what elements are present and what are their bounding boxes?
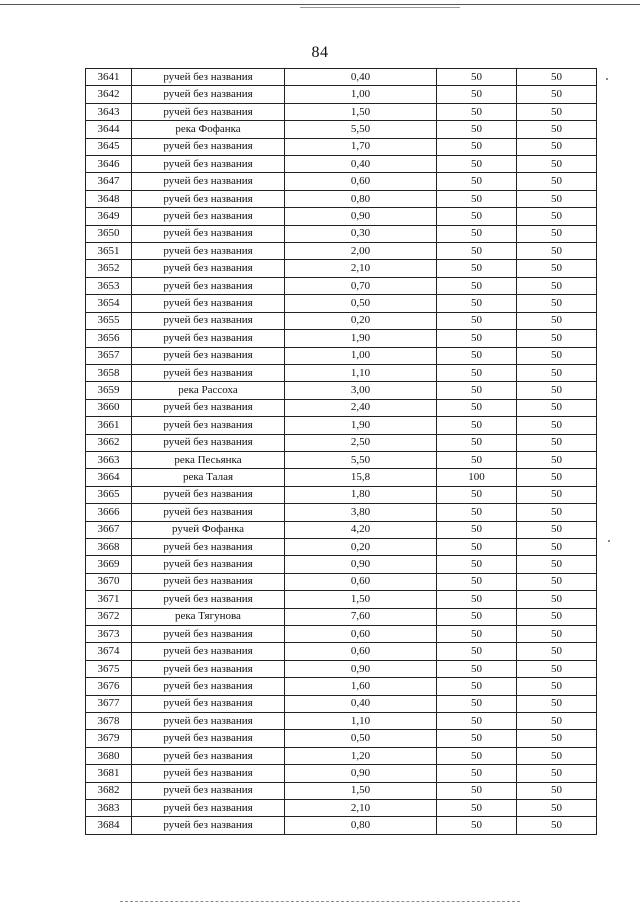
cell-number: 3656	[86, 330, 132, 347]
cell-number: 3677	[86, 695, 132, 712]
cell-number: 3664	[86, 469, 132, 486]
cell-waterbody-name: ручей без названия	[132, 538, 285, 555]
cell-length: 1,10	[285, 713, 437, 730]
cell-width-a: 50	[437, 225, 517, 242]
table-row	[86, 782, 597, 799]
cell-waterbody-name: ручей без названия	[132, 86, 285, 103]
table-row	[86, 382, 597, 399]
table-row	[86, 678, 597, 695]
scan-speck	[606, 78, 608, 80]
cell-length: 0,80	[285, 190, 437, 207]
cell-number: 3681	[86, 765, 132, 782]
cell-number: 3652	[86, 260, 132, 277]
cell-width-b: 50	[517, 504, 597, 521]
cell-width-b: 50	[517, 556, 597, 573]
cell-width-b: 50	[517, 678, 597, 695]
cell-number: 3642	[86, 86, 132, 103]
cell-width-a: 50	[437, 504, 517, 521]
cell-number: 3660	[86, 399, 132, 416]
cell-length: 1,20	[285, 747, 437, 764]
cell-waterbody-name: ручей без названия	[132, 730, 285, 747]
table-row	[86, 347, 597, 364]
cell-width-a: 50	[437, 103, 517, 120]
page-number: 84	[311, 44, 329, 61]
cell-length: 0,30	[285, 225, 437, 242]
cell-length: 1,50	[285, 591, 437, 608]
cell-width-a: 50	[437, 608, 517, 625]
cell-width-a: 50	[437, 417, 517, 434]
cell-waterbody-name: ручей без названия	[132, 486, 285, 503]
table-row	[86, 695, 597, 712]
scan-speck	[608, 540, 610, 542]
cell-waterbody-name: ручей без названия	[132, 643, 285, 660]
cell-number: 3678	[86, 713, 132, 730]
cell-width-b: 50	[517, 156, 597, 173]
cell-number: 3667	[86, 521, 132, 538]
cell-waterbody-name: ручей без названия	[132, 782, 285, 799]
cell-width-b: 50	[517, 208, 597, 225]
cell-waterbody-name: ручей без названия	[132, 190, 285, 207]
cell-width-b: 50	[517, 695, 597, 712]
cell-width-b: 50	[517, 573, 597, 590]
cell-width-b: 50	[517, 347, 597, 364]
table-row	[86, 399, 597, 416]
cell-width-b: 50	[517, 69, 597, 86]
cell-waterbody-name: ручей без названия	[132, 765, 285, 782]
table-row	[86, 451, 597, 468]
scan-top-edge	[0, 4, 640, 5]
cell-waterbody-name: ручей без названия	[132, 417, 285, 434]
cell-waterbody-name: ручей без названия	[132, 399, 285, 416]
cell-length: 0,50	[285, 295, 437, 312]
cell-waterbody-name: ручей без названия	[132, 243, 285, 260]
cell-waterbody-name: ручей без названия	[132, 156, 285, 173]
cell-length: 0,20	[285, 538, 437, 555]
cell-number: 3646	[86, 156, 132, 173]
cell-width-b: 50	[517, 399, 597, 416]
cell-width-a: 50	[437, 730, 517, 747]
cell-waterbody-name: ручей без названия	[132, 800, 285, 817]
cell-width-a: 50	[437, 782, 517, 799]
cell-width-b: 50	[517, 660, 597, 677]
table-row	[86, 312, 597, 329]
cell-waterbody-name: ручей без названия	[132, 225, 285, 242]
cell-width-b: 50	[517, 190, 597, 207]
cell-width-a: 50	[437, 277, 517, 294]
table-row	[86, 747, 597, 764]
cell-length: 1,00	[285, 86, 437, 103]
cell-width-a: 50	[437, 747, 517, 764]
cell-length: 1,50	[285, 782, 437, 799]
cell-width-a: 50	[437, 121, 517, 138]
table-row	[86, 434, 597, 451]
table-row	[86, 469, 597, 486]
cell-width-a: 50	[437, 156, 517, 173]
cell-length: 3,00	[285, 382, 437, 399]
cell-width-a: 100	[437, 469, 517, 486]
cell-length: 0,90	[285, 660, 437, 677]
cell-width-a: 50	[437, 243, 517, 260]
cell-number: 3655	[86, 312, 132, 329]
cell-number: 3647	[86, 173, 132, 190]
cell-width-b: 50	[517, 417, 597, 434]
cell-width-b: 50	[517, 86, 597, 103]
cell-waterbody-name: река Фофанка	[132, 121, 285, 138]
cell-number: 3657	[86, 347, 132, 364]
cell-waterbody-name: ручей без названия	[132, 138, 285, 155]
cell-number: 3666	[86, 504, 132, 521]
table-row	[86, 69, 597, 86]
cell-length: 7,60	[285, 608, 437, 625]
cell-waterbody-name: ручей без названия	[132, 330, 285, 347]
table-row	[86, 330, 597, 347]
cell-width-a: 50	[437, 573, 517, 590]
cell-width-a: 50	[437, 643, 517, 660]
cell-width-a: 50	[437, 208, 517, 225]
cell-width-a: 50	[437, 521, 517, 538]
cell-length: 1,90	[285, 417, 437, 434]
cell-waterbody-name: ручей Фофанка	[132, 521, 285, 538]
cell-length: 0,70	[285, 277, 437, 294]
cell-width-b: 50	[517, 608, 597, 625]
cell-number: 3645	[86, 138, 132, 155]
cell-waterbody-name: ручей без названия	[132, 556, 285, 573]
cell-number: 3665	[86, 486, 132, 503]
scan-bottom-edge	[120, 901, 520, 903]
table-row	[86, 208, 597, 225]
cell-waterbody-name: ручей без названия	[132, 69, 285, 86]
cell-number: 3669	[86, 556, 132, 573]
cell-length: 0,90	[285, 765, 437, 782]
cell-width-a: 50	[437, 713, 517, 730]
cell-width-a: 50	[437, 86, 517, 103]
cell-width-a: 50	[437, 260, 517, 277]
cell-width-a: 50	[437, 538, 517, 555]
cell-length: 0,80	[285, 817, 437, 834]
cell-length: 0,60	[285, 643, 437, 660]
cell-length: 0,60	[285, 626, 437, 643]
cell-width-b: 50	[517, 817, 597, 834]
cell-width-a: 50	[437, 695, 517, 712]
table-row	[86, 556, 597, 573]
cell-number: 3641	[86, 69, 132, 86]
cell-waterbody-name: река Рассоха	[132, 382, 285, 399]
table-row	[86, 190, 597, 207]
cell-waterbody-name: ручей без названия	[132, 434, 285, 451]
cell-length: 5,50	[285, 121, 437, 138]
cell-length: 2,50	[285, 434, 437, 451]
cell-width-b: 50	[517, 330, 597, 347]
table-row	[86, 713, 597, 730]
cell-width-a: 50	[437, 399, 517, 416]
cell-waterbody-name: река Песьянка	[132, 451, 285, 468]
table-row	[86, 417, 597, 434]
cell-length: 2,10	[285, 800, 437, 817]
table-row	[86, 504, 597, 521]
cell-width-b: 50	[517, 747, 597, 764]
table-row	[86, 608, 597, 625]
cell-length: 1,00	[285, 347, 437, 364]
cell-width-b: 50	[517, 538, 597, 555]
cell-number: 3671	[86, 591, 132, 608]
cell-waterbody-name: ручей без названия	[132, 504, 285, 521]
cell-length: 1,10	[285, 364, 437, 381]
cell-length: 1,90	[285, 330, 437, 347]
cell-width-b: 50	[517, 382, 597, 399]
cell-waterbody-name: ручей без названия	[132, 591, 285, 608]
cell-width-a: 50	[437, 451, 517, 468]
cell-number: 3682	[86, 782, 132, 799]
cell-number: 3683	[86, 800, 132, 817]
cell-number: 3674	[86, 643, 132, 660]
cell-width-a: 50	[437, 556, 517, 573]
cell-number: 3649	[86, 208, 132, 225]
table-row	[86, 660, 597, 677]
table-row	[86, 225, 597, 242]
cell-waterbody-name: ручей без названия	[132, 103, 285, 120]
table-row	[86, 364, 597, 381]
cell-waterbody-name: ручей без названия	[132, 208, 285, 225]
cell-number: 3648	[86, 190, 132, 207]
cell-width-a: 50	[437, 678, 517, 695]
cell-width-b: 50	[517, 260, 597, 277]
cell-number: 3680	[86, 747, 132, 764]
table-row	[86, 121, 597, 138]
cell-number: 3662	[86, 434, 132, 451]
cell-width-b: 50	[517, 121, 597, 138]
cell-width-b: 50	[517, 626, 597, 643]
table-row	[86, 103, 597, 120]
cell-waterbody-name: ручей без названия	[132, 713, 285, 730]
table-row	[86, 521, 597, 538]
cell-width-b: 50	[517, 800, 597, 817]
cell-width-a: 50	[437, 626, 517, 643]
cell-width-a: 50	[437, 765, 517, 782]
cell-number: 3658	[86, 364, 132, 381]
cell-waterbody-name: ручей без названия	[132, 678, 285, 695]
cell-length: 15,8	[285, 469, 437, 486]
cell-width-a: 50	[437, 591, 517, 608]
table-row	[86, 277, 597, 294]
cell-length: 0,60	[285, 173, 437, 190]
cell-width-b: 50	[517, 643, 597, 660]
cell-width-a: 50	[437, 138, 517, 155]
cell-number: 3650	[86, 225, 132, 242]
table-row	[86, 626, 597, 643]
cell-width-b: 50	[517, 295, 597, 312]
cell-waterbody-name: ручей без названия	[132, 364, 285, 381]
table-row	[86, 591, 597, 608]
cell-length: 1,70	[285, 138, 437, 155]
cell-width-b: 50	[517, 451, 597, 468]
table-row	[86, 486, 597, 503]
cell-width-b: 50	[517, 312, 597, 329]
cell-width-a: 50	[437, 660, 517, 677]
rivers-table-body	[86, 69, 597, 835]
cell-width-b: 50	[517, 173, 597, 190]
cell-number: 3644	[86, 121, 132, 138]
cell-width-a: 50	[437, 364, 517, 381]
cell-waterbody-name: ручей без названия	[132, 277, 285, 294]
cell-number: 3651	[86, 243, 132, 260]
cell-waterbody-name: ручей без названия	[132, 817, 285, 834]
table-row	[86, 86, 597, 103]
cell-width-a: 50	[437, 800, 517, 817]
cell-width-a: 50	[437, 190, 517, 207]
cell-width-b: 50	[517, 486, 597, 503]
cell-width-b: 50	[517, 765, 597, 782]
table-row	[86, 643, 597, 660]
cell-number: 3661	[86, 417, 132, 434]
cell-width-b: 50	[517, 469, 597, 486]
cell-number: 3675	[86, 660, 132, 677]
cell-waterbody-name: ручей без названия	[132, 747, 285, 764]
table-row	[86, 156, 597, 173]
cell-width-a: 50	[437, 486, 517, 503]
cell-number: 3670	[86, 573, 132, 590]
cell-length: 3,80	[285, 504, 437, 521]
table-row	[86, 173, 597, 190]
cell-waterbody-name: ручей без названия	[132, 347, 285, 364]
cell-number: 3668	[86, 538, 132, 555]
cell-width-a: 50	[437, 330, 517, 347]
cell-length: 0,50	[285, 730, 437, 747]
cell-waterbody-name: река Тягунова	[132, 608, 285, 625]
cell-width-b: 50	[517, 591, 597, 608]
cell-width-b: 50	[517, 364, 597, 381]
cell-length: 0,90	[285, 556, 437, 573]
cell-waterbody-name: ручей без названия	[132, 660, 285, 677]
cell-width-a: 50	[437, 434, 517, 451]
cell-width-b: 50	[517, 434, 597, 451]
cell-width-a: 50	[437, 295, 517, 312]
cell-width-b: 50	[517, 782, 597, 799]
cell-length: 1,60	[285, 678, 437, 695]
rivers-table	[85, 68, 597, 835]
cell-number: 3659	[86, 382, 132, 399]
cell-waterbody-name: ручей без названия	[132, 312, 285, 329]
table-row	[86, 800, 597, 817]
table-row	[86, 817, 597, 834]
cell-waterbody-name: ручей без названия	[132, 295, 285, 312]
cell-number: 3663	[86, 451, 132, 468]
table-row	[86, 573, 597, 590]
cell-length: 2,10	[285, 260, 437, 277]
table-row	[86, 538, 597, 555]
table-row	[86, 295, 597, 312]
cell-length: 0,40	[285, 156, 437, 173]
cell-width-a: 50	[437, 817, 517, 834]
cell-number: 3643	[86, 103, 132, 120]
table-row	[86, 765, 597, 782]
cell-waterbody-name: река Талая	[132, 469, 285, 486]
cell-number: 3676	[86, 678, 132, 695]
cell-waterbody-name: ручей без названия	[132, 260, 285, 277]
cell-length: 0,20	[285, 312, 437, 329]
cell-length: 0,90	[285, 208, 437, 225]
cell-number: 3653	[86, 277, 132, 294]
cell-width-b: 50	[517, 713, 597, 730]
cell-waterbody-name: ручей без названия	[132, 573, 285, 590]
cell-length: 4,20	[285, 521, 437, 538]
cell-width-a: 50	[437, 69, 517, 86]
rivers-table-container	[85, 68, 596, 835]
cell-length: 2,00	[285, 243, 437, 260]
cell-width-b: 50	[517, 277, 597, 294]
cell-number: 3654	[86, 295, 132, 312]
table-row	[86, 260, 597, 277]
cell-width-a: 50	[437, 347, 517, 364]
cell-length: 0,40	[285, 695, 437, 712]
cell-width-b: 50	[517, 103, 597, 120]
cell-waterbody-name: ручей без названия	[132, 173, 285, 190]
cell-width-a: 50	[437, 382, 517, 399]
cell-waterbody-name: ручей без названия	[132, 695, 285, 712]
table-row	[86, 138, 597, 155]
cell-number: 3673	[86, 626, 132, 643]
cell-length: 0,60	[285, 573, 437, 590]
cell-width-b: 50	[517, 243, 597, 260]
cell-length: 2,40	[285, 399, 437, 416]
cell-length: 1,80	[285, 486, 437, 503]
cell-waterbody-name: ручей без названия	[132, 626, 285, 643]
scan-top-edge-mark	[300, 7, 460, 8]
cell-width-b: 50	[517, 138, 597, 155]
cell-length: 1,50	[285, 103, 437, 120]
cell-width-a: 50	[437, 173, 517, 190]
cell-number: 3672	[86, 608, 132, 625]
cell-length: 5,50	[285, 451, 437, 468]
cell-width-b: 50	[517, 225, 597, 242]
cell-width-a: 50	[437, 312, 517, 329]
cell-number: 3684	[86, 817, 132, 834]
cell-width-b: 50	[517, 521, 597, 538]
table-row	[86, 730, 597, 747]
cell-width-b: 50	[517, 730, 597, 747]
table-row	[86, 243, 597, 260]
cell-length: 0,40	[285, 69, 437, 86]
cell-number: 3679	[86, 730, 132, 747]
